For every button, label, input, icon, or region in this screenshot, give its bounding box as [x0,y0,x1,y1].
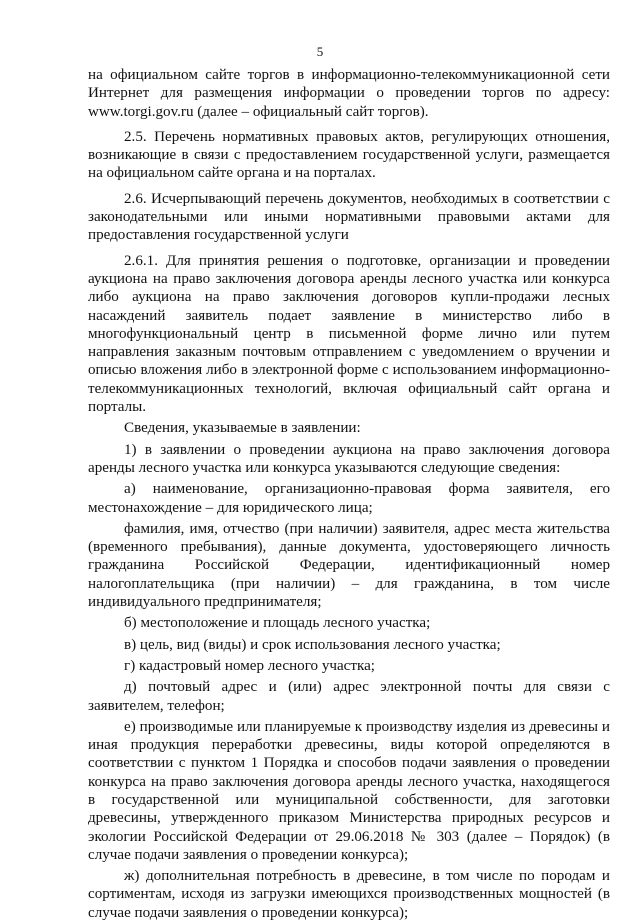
paragraph-2-6: 2.6. Исчерпывающий перечень документов, необходимых в соответствии с законодательными или иными нормативными правовыми актами для предоставления государственной услуги [88,190,610,244]
paragraph-item-a-citizen: фамилия, имя, отчество (при наличии) заявителя, адрес места жительства (временного пребывания), данные документа, удостоверяющего личность гражданина Российской Федерации, идентификационный номер налогоплательщика (при наличии) – для гражданина, в том числе индивидуального предпринимателя; [88,520,610,611]
paragraph-item-b: б) местоположение и площадь лесного участка; [124,615,431,632]
paragraph-application-info: Сведения, указываемые в заявлении: [124,420,361,437]
paragraph-item-v: в) цель, вид (виды) и срок использования лесного участка; [124,636,501,653]
document-body [88,66,610,922]
paragraph-item-e: е) производимые или планируемые к производству изделия из древесины и иная продукция переработки древесины, виды которой определяются в соответствии с пунктом 1 Порядка и способов подачи заявления о проведении конкурса на право заключения договора аренды лесного участка, находящегося в государственной или муниципальной собственности, для заготовки древесины, утвержденного приказом Министерства природных ресурсов и экологии Российской Федерации от 29.06.2018 № 303 (далее – Порядок) (в случае подачи заявления о проведении конкурса); [88,718,610,863]
paragraph-intro-continuation: на официальном сайте торгов в информационно-телекоммуникационной сети Интернет для размещения информации о проведении торгов по адресу: www.torgi.gov.ru (далее – официальный сайт торгов). [88,67,610,120]
paragraph-item-g: г) кадастровый номер лесного участка; [124,657,375,674]
paragraph-item-zh: ж) дополнительная потребность в древесине, в том числе по породам и сортиментам, исходя из загрузки имеющихся производственных мощностей (в случае подачи заявления о проведении конкурса); [88,868,610,921]
paragraph-2-5: 2.5. Перечень нормативных правовых актов, регулирующих отношения, возникающие в связи с предоставлением государственной услуги, размещается на официальном сайте органа и на порталах. [88,128,610,182]
paragraph-item-1: 1) в заявлении о проведении аукциона на право заключения договора аренды лесного участка или конкурса указываются следующие сведения: [88,441,610,476]
paragraph-item-a: а) наименование, организационно-правовая форма заявителя, его местонахождение – для юридического лица; [88,481,610,516]
paragraph-2-6-1: 2.6.1. Для принятия решения о подготовке, организации и проведении аукциона на право заключения договора аренды лесного участка или конкурса либо аукциона на право заключения договоров купли-продажи лесных насаждений заявитель подает заявление в министерство либо в многофункциональный центр в письменной форме лично или путем направления заказным почтовым отправлением с уведомлением о вручении и описью вложения либо в электронной форме с использованием информационно-телекоммуникационных технологий, включая официальный сайт органа и порталы. [88,252,610,416]
page-number: 5 [316,44,324,59]
paragraph-item-d: д) почтовый адрес и (или) адрес электронной почты для связи с заявителем, телефон; [88,679,610,714]
